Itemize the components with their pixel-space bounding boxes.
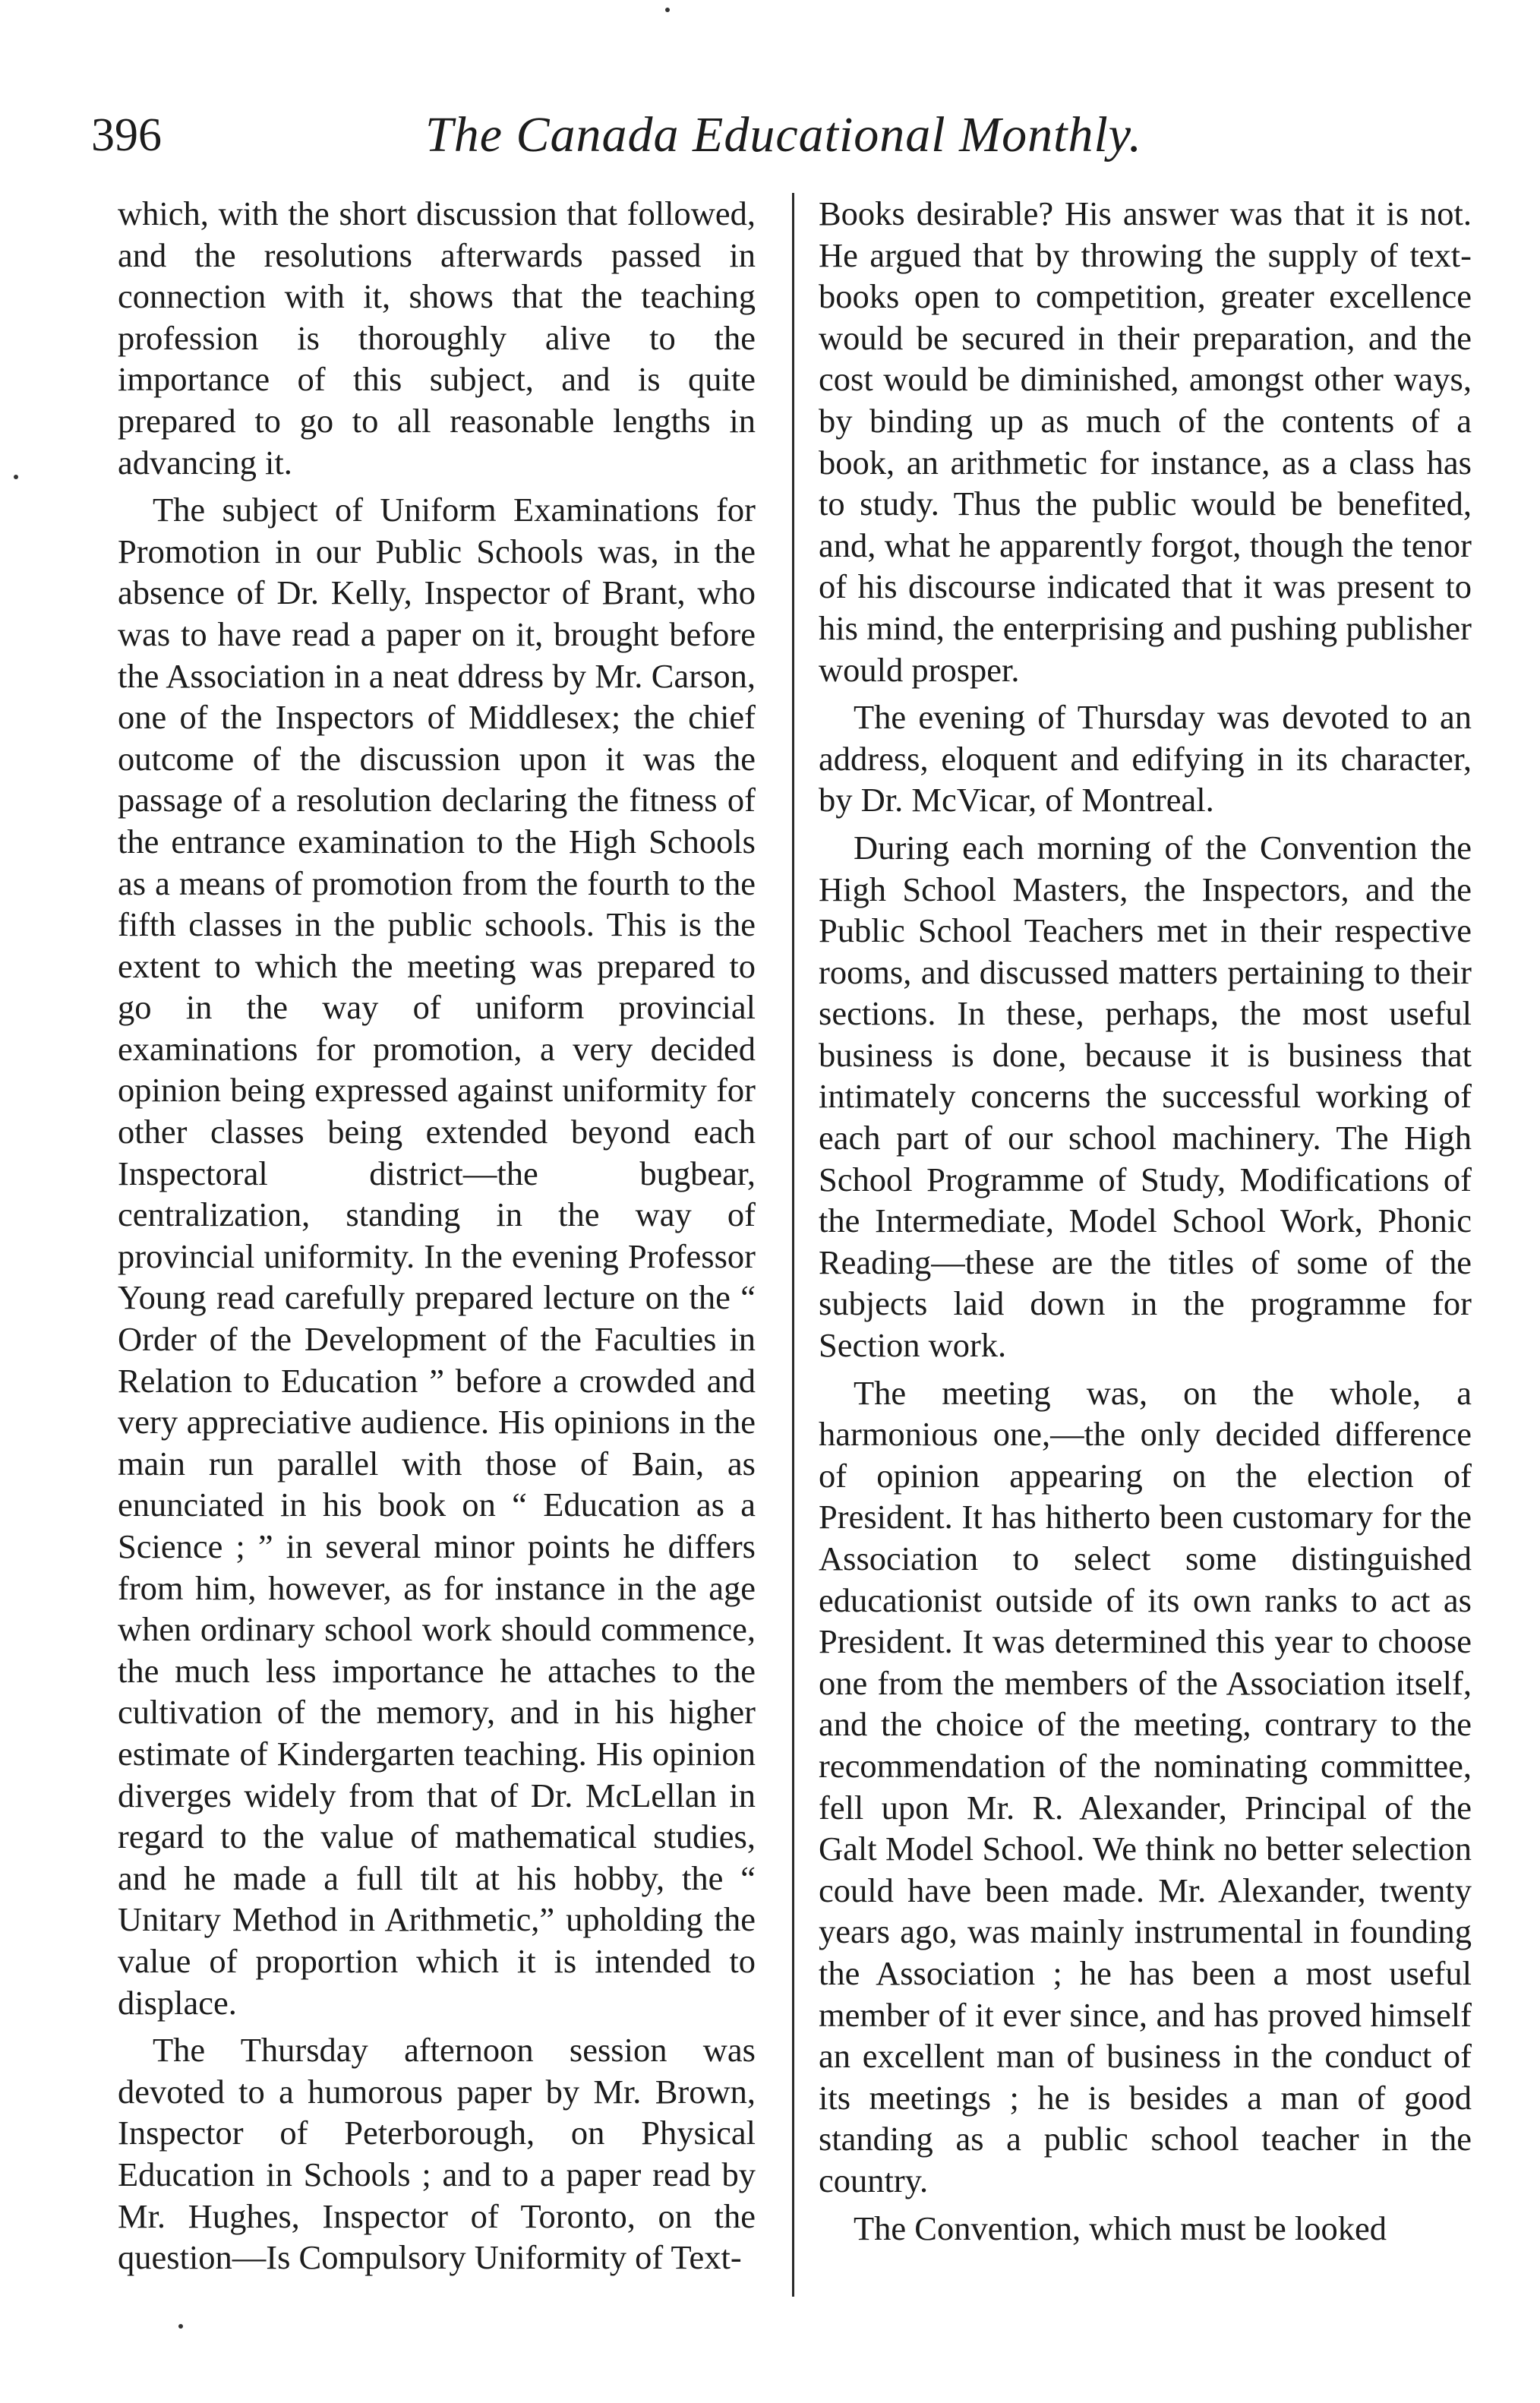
- paragraph: which, with the short discussion that followed, and the resolutions afterwards passed in connection with it, shows that the teaching profession is thoroughly alive to the importance of this subject, and is quite prepared to go to all reasonable lengths in advancing it.: [118, 194, 756, 482]
- paragraph: The meeting was, on the whole, a harmonious one,—the only decided difference of opinion appearing on the election of President. It has hitherto been customary for the Association to select some distinguished educationist outside of its own ranks to act as President. It was determined this year to choose one from the members of the Association itself, and the choice of the meeting, contrary to the recommendation of the nominating committee, fell upon Mr. R. Alexander, Principal of the Galt Model School. We think no better selection could have been made. Mr. Alexander, twenty years ago, was mainly instrumental in founding the Association ; he has been a most useful member of it ever since, and has proved himself an excellent man of business in the conduct of its meetings ; he is besides a man of good standing as a public school teacher in the country.: [819, 1373, 1472, 2199]
- scan-speck: [14, 475, 18, 479]
- paragraph: The evening of Thursday was devoted to an address, eloquent and edifying in its character, by Dr. McVicar, of Montreal.: [819, 698, 1472, 819]
- paragraph: The Thursday afternoon session was devoted to a humorous paper by Mr. Brown, Inspector of Peterborough, on Physical Education in Schools ; and to a paper read by Mr. Hughes, Inspector of Toronto, on the question—Is Compulsory Uniformity of Text-: [118, 2031, 756, 2277]
- page-number: 396: [91, 109, 162, 161]
- page-header: [91, 97, 1473, 173]
- paragraph: During each morning of the Convention the High School Masters, the Inspectors, and the Public School Teachers met in their respective rooms, and discussed matters pertaining to their sections. In these, perhaps, the most useful business is done, because it is business that intimately concerns the successful working of each part of our school machinery. The High School Programme of Study, Modifications of the Intermediate, Model School Work, Phonic Reading—these are the titles of some of the subjects laid down in the programme for Section work.: [819, 828, 1472, 1365]
- paragraph: Books desirable? His answer was that it is not. He argued that by throwing the supply of text-books open to competition, greater excellence would be secured in their preparation, and the cost would be diminished, amongst other ways, by binding up as much of the contents of a book, an arithmetic for instance, as a class has to study. Thus the public would be benefited, and, what he apparently forgot, though the tenor of his discourse indicated that it was present to his mind, the enterprising and pushing publisher would prosper.: [819, 194, 1472, 689]
- running-title: The Canada Educational Monthly.: [425, 107, 1142, 163]
- paragraph: The Convention, which must be looked: [854, 2209, 1387, 2247]
- paragraph: The subject of Uniform Examinations for Promotion in our Public Schools was, in the absence of Dr. Kelly, Inspector of Brant, who was to have read a paper on it, brought before the Association in a neat ddress by Mr. Carson, one of the Inspectors of Middlesex; the chief outcome of the discussion upon it was the passage of a resolution declaring the fitness of the entrance examination to the High Schools as a means of promotion from the fourth to the fifth classes in the public schools. This is the extent to which the meeting was prepared to go in the way of uniform provincial examinations for promotion, a very decided opinion being expressed against uniformity for other classes being extended beyond each Inspectoral district—the bugbear, centralization, standing in the way of provincial uniformity. In the evening Professor Young read carefully prepared lecture on the “ Order of the Development of the Faculties in Relation to Education ” before a crowded and very appreciative audience. His opinions in the main run parallel with those of Bain, as enunciated in his book on “ Education as a Science ; ” in several minor points he differs from him, however, as for instance in the age when ordinary school work should commence, the much less importance he attaches to the cultivation of the memory, and in his higher estimate of Kindergarten teaching. His opinion diverges widely from that of Dr. McLellan in regard to the value of mathematical studies, and he made a full tilt at his hobby, the “ Unitary Method in Arithmetic,” upholding the value of proportion which it is intended to displace.: [118, 491, 756, 2022]
- left-column: [118, 193, 756, 2285]
- scan-speck: [665, 8, 670, 12]
- column-divider: [792, 193, 794, 2297]
- scan-speck: [178, 2324, 183, 2329]
- right-column: [819, 193, 1472, 2255]
